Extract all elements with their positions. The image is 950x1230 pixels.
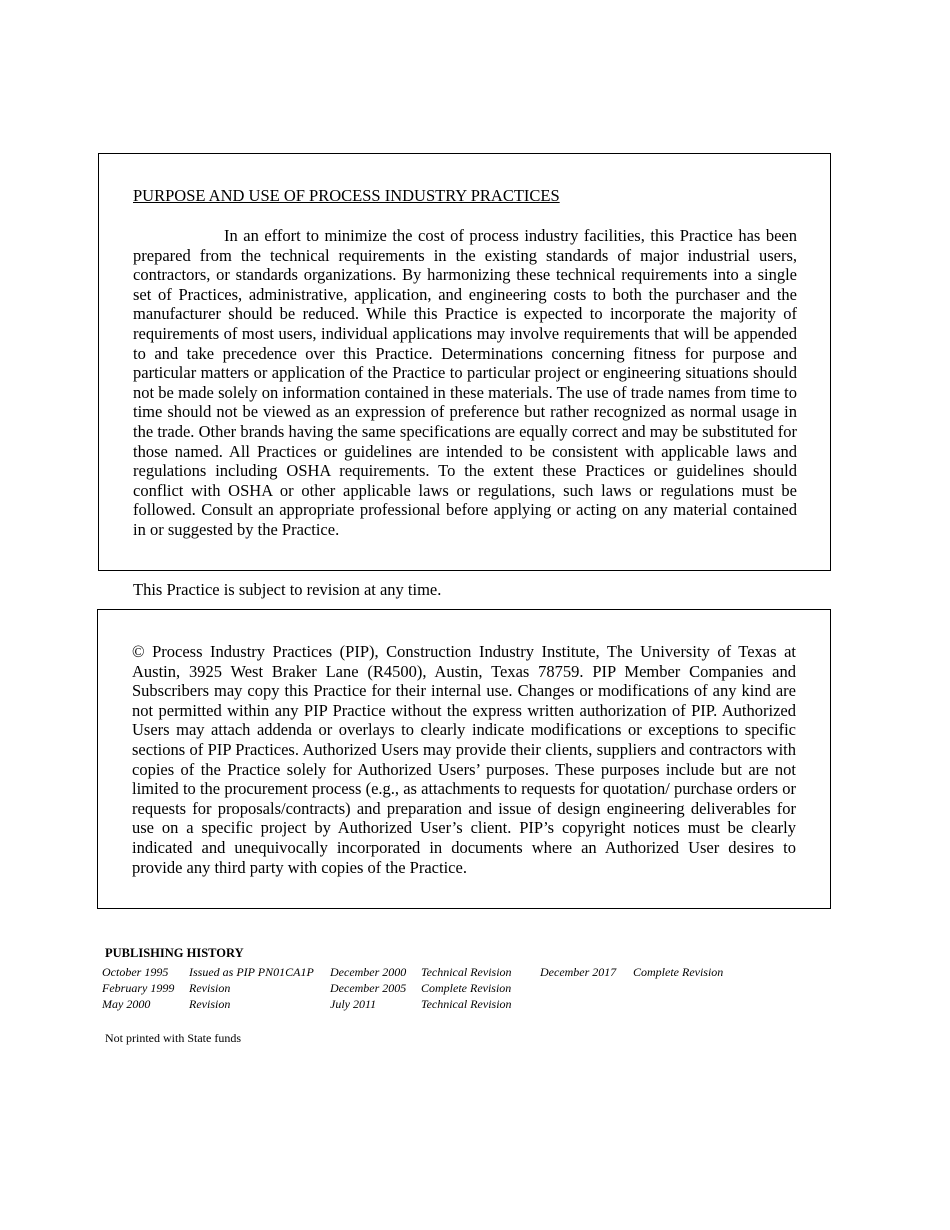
history-event: Complete Revision [633, 965, 724, 979]
purpose-box [98, 153, 831, 571]
revision-note: This Practice is subject to revision at any time. [133, 580, 442, 599]
history-event: Issued as PIP PN01CA1P [189, 965, 314, 979]
history-date: December 2000 [330, 965, 407, 979]
history-event: Revision [189, 997, 231, 1011]
funds-note: Not printed with State funds [105, 1031, 241, 1045]
history-date: February 1999 [102, 981, 175, 995]
history-date: October 1995 [102, 965, 169, 979]
history-event: Technical Revision [421, 965, 512, 979]
publishing-history-title: PUBLISHING HISTORY [105, 946, 244, 960]
history-date: December 2017 [540, 965, 617, 979]
history-event: Complete Revision [421, 981, 512, 995]
copyright-paragraph: © Process Industry Practices (PIP), Construction Industry Institute, The University of Texas at Austin, 3925 West Braker Lane (R4500), Austin, Texas 78759. PIP Member Companies and Subscribers may copy this Practice for their internal use. Changes or modifications of any kind are not permitted within any PIP Practice without the express written authorization of PIP. Authorized Users may attach addenda or overlays to clearly indicate modifications or exceptions to specific sections of PIP Practices. Authorized Users may provide their clients, suppliers and contractors with copies of the Practice solely for Authorized Users’ purposes. These purposes include but are not limited to the procurement process (e.g., as attachments to requests for quotation/ purchase orders or requests for proposals/contracts) and preparation and issue of design engineering deliverables for use on a specific project by Authorized User’s client. PIP’s copyright notices must be clearly indicated and unequivocally incorporated in documents where an Authorized User desires to provide any third party with copies of the Practice. [132, 642, 796, 877]
copyright-box [97, 609, 831, 909]
history-date: May 2000 [102, 997, 151, 1011]
history-date: December 2005 [330, 981, 407, 995]
purpose-paragraph: In an effort to minimize the cost of process industry facilities, this Practice has been prepared from the technical requirements in the existing standards of major industrial users, contractors, or standards organizations. By harmonizing these technical requirements into a single set of Practices, administrative, application, and engineering costs to both the purchaser and the manufacturer should be reduced. While this Practice is expected to incorporate the majority of requirements of most users, individual applications may involve requirements that will be appended to and take precedence over this Practice. Determinations concerning fitness for purpose and particular matters or application of the Practice to particular project or engineering situations should not be made solely on information contained in these materials. The use of trade names from time to time should not be viewed as an expression of preference but rather recognized as normal usage in the trade. Other brands having the same specifications are equally correct and may be substituted for those named. All Practices or guidelines are intended to be consistent with applicable laws and regulations including OSHA requirements. To the extent these Practices or guidelines should conflict with OSHA or other applicable laws or regulations, such laws or regulations must be followed. Consult an appropriate professional before applying or acting on any material contained in or suggested by the Practice. [133, 226, 797, 539]
purpose-heading: PURPOSE AND USE OF PROCESS INDUSTRY PRACTICES [133, 186, 560, 205]
history-date: July 2011 [330, 997, 377, 1011]
history-event: Revision [189, 981, 231, 995]
history-event: Technical Revision [421, 997, 512, 1011]
